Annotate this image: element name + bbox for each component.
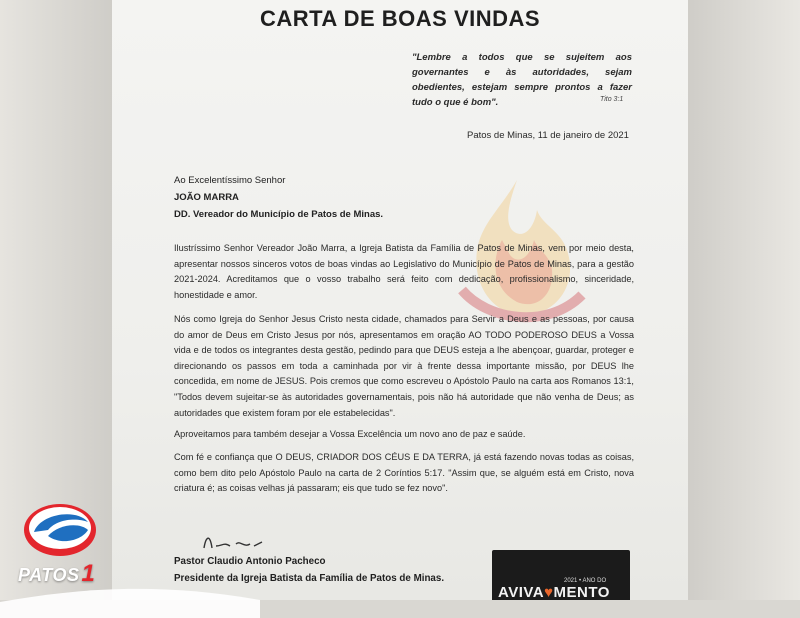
epigraph-quote: "Lembre a todos que se sujeitem aos governantes e às autoridades, sejam obedientes, estejam sempre prontos a fazer tudo o que é bom". <box>412 52 632 108</box>
paragraph-2: Nós como Igreja do Senhor Jesus Cristo nesta cidade, chamados para Servir a Deus e as pessoas, por causa do amor de Deus em Cristo Jesus por nós, apresentamos em oração AO TODO PODEROSO DEUS a Vossa vida e de todos os integrantes desta gestão, pedindo para que DEUS esteja a lhe abençoar, guardar, proteger e direcionando os passos em toda a caminhada por vir à frente dessa importante missão, por DEUS lhe concedida, em nome de JESUS. Pois cremos que como escreveu o Apóstolo Paulo na carta aos Romanos 13:1, "Todos devem sujeitar-se às autoridades governamentais, pois não há autoridade que não venha de Deus; as autoridades que existem foram por ele estabelecidas". <box>174 314 634 418</box>
patos1-word: PATOS <box>18 565 80 585</box>
bottom-swoosh <box>0 578 800 618</box>
patos1-wordmark <box>18 560 95 588</box>
date-line: Patos de Minas, 11 de janeiro de 2021 <box>467 130 629 141</box>
avivamento-text-right: MENTO <box>553 584 610 600</box>
paragraph-1: Ilustríssimo Senhor Vereador João Marra, a Igreja Batista da Família de Patos de Minas, vem por meio desta, apresentar nossos sinceros votos de boas vindas ao Legislativo do Município de Patos de Minas, para a gestão 2021-2024. Acreditamos que o vosso trabalho será feito com dedicação, profissionalismo, sinceridade, honestidade e amor. <box>174 243 634 300</box>
epigraph-reference: Tito 3:1 <box>600 96 624 103</box>
recipient-title: DD. Vereador do Município de Patos de Minas. <box>174 209 384 220</box>
handwritten-signature <box>200 530 270 552</box>
paragraph-4: Com fé e confiança que O DEUS, CRIADOR DOS CÉUS E DA TERRA, já está fazendo novas todas as coisas, como bem dito pelo Apóstolo Paulo na carta de 2 Coríntios 5:17. "Assim que, se alguém está em Cristo, nova criatura é; as coisas velhas já passaram; eis que tudo se fez novo". <box>174 452 634 494</box>
letter-page <box>112 0 688 600</box>
patos1-number: 1 <box>81 560 96 587</box>
letter-title: CARTA DE BOAS VINDAS <box>259 6 541 31</box>
avivamento-text-left: AVIVA <box>498 584 545 600</box>
recipient-block <box>174 172 383 223</box>
avivamento-year-text: 2021 • ANO DO <box>564 578 607 584</box>
flame-icon: ♥ <box>544 584 554 600</box>
recipient-name: JOÃO MARRA <box>174 192 239 203</box>
background-right <box>688 0 800 600</box>
signature-name: Pastor Claudio Antonio Pacheco <box>174 556 326 567</box>
paragraph-3: Aproveitamos para também desejar a Vossa Excelência um novo ano de paz e saúde. <box>174 429 526 439</box>
recipient-salutation: Ao Excelentíssimo Senhor <box>174 175 286 186</box>
signature-role: Presidente da Igreja Batista da Família de Patos de Minas. <box>174 573 445 584</box>
